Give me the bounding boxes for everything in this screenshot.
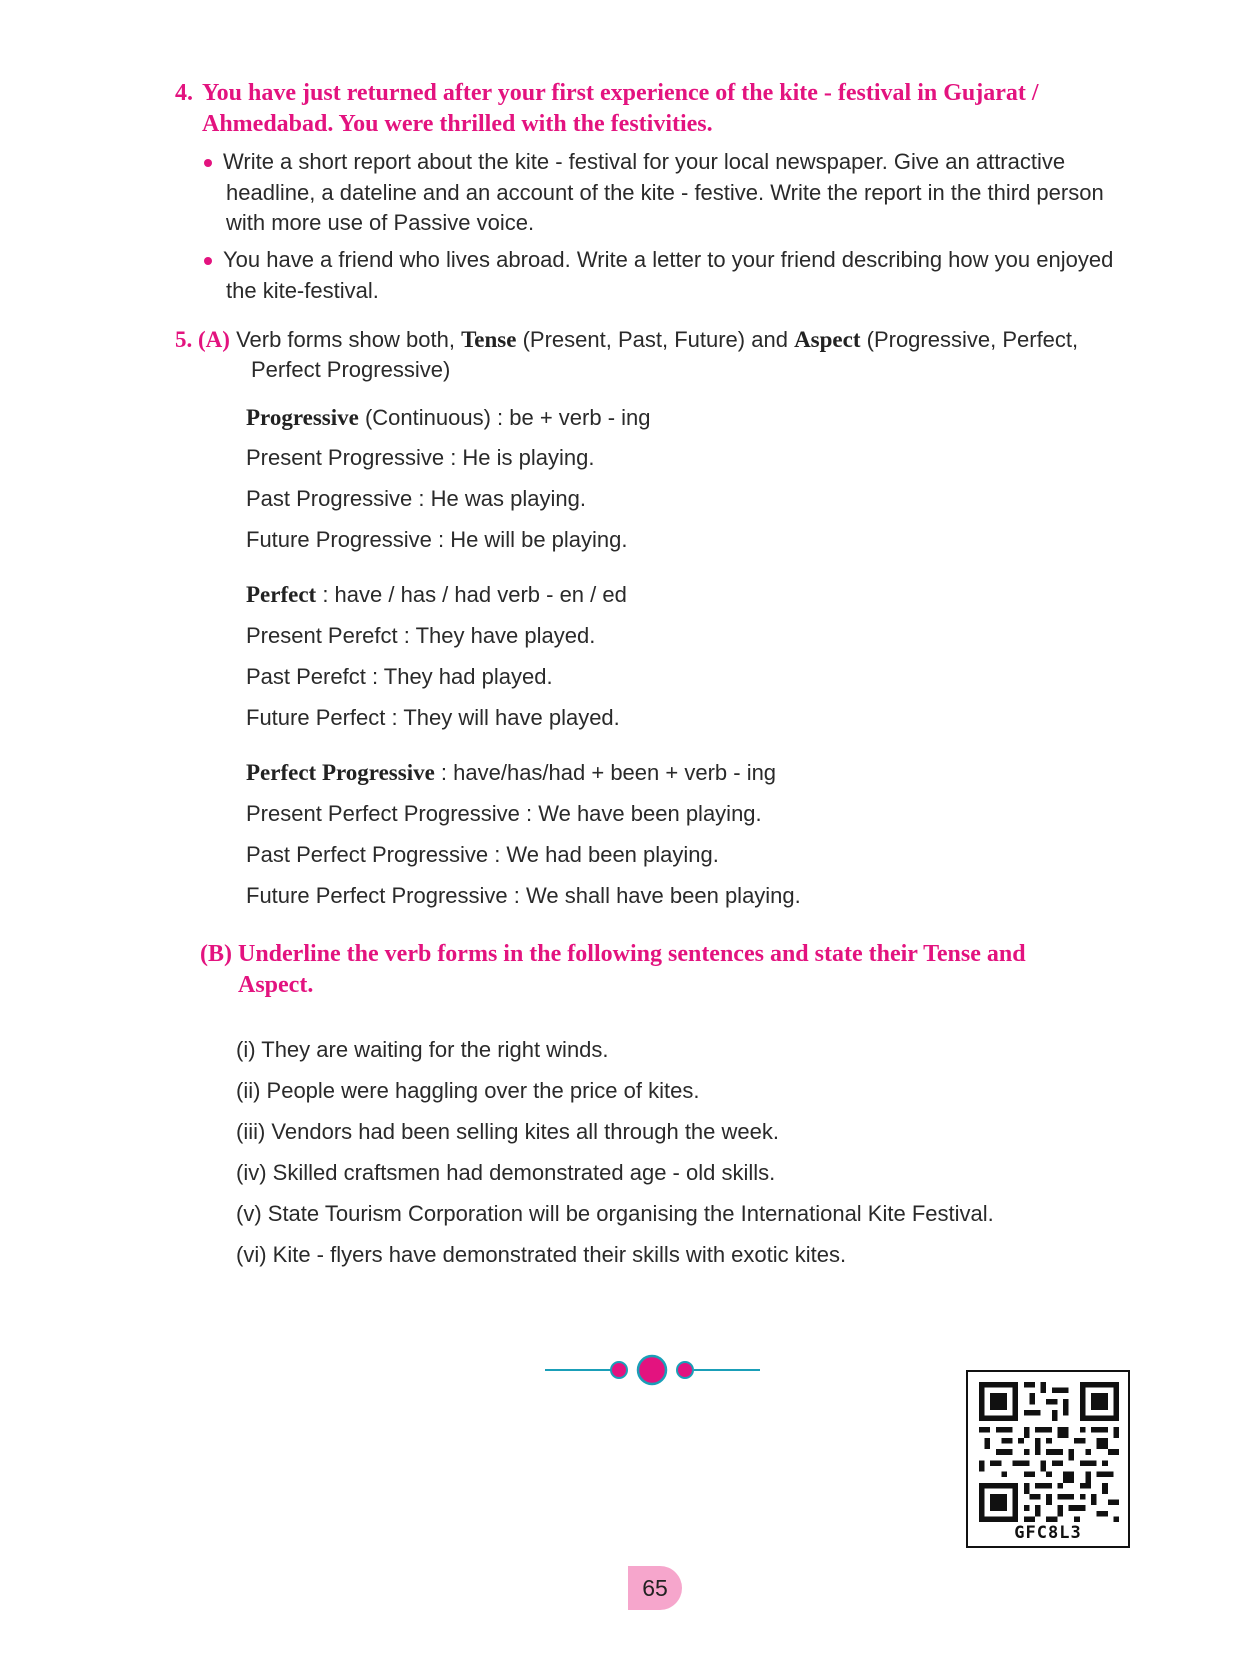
sentence-item: (iii) Vendors had been selling kites all through the week. bbox=[236, 1119, 779, 1144]
bullet-text: You have a friend who lives abroad. Write a letter to your friend describing how you enjoyed the kite-festival. bbox=[223, 247, 1114, 303]
sentence-item: (ii) People were haggling over the price of kites. bbox=[236, 1078, 700, 1103]
question-4-heading bbox=[175, 78, 1135, 140]
example-line: Past Perfect Progressive : We had been playing. bbox=[246, 842, 719, 867]
bullet-icon bbox=[204, 257, 212, 265]
rule-line bbox=[246, 404, 651, 432]
question-5b-heading bbox=[200, 939, 1100, 1001]
rule-text: : have/has/had + been + verb - ing bbox=[440, 760, 777, 785]
rule-text: (Continuous) : be + verb - ing bbox=[364, 405, 651, 430]
rule-line bbox=[246, 759, 776, 787]
bullet-text: Write a short report about the kite - festival for your local newspaper. Give an attractive headline, a dateline and an account of the kite - festive. Write the report in the third person with more use of Passive voice. bbox=[223, 149, 1104, 235]
example-line: Past Perefct : They had played. bbox=[246, 664, 553, 689]
rule-heading: Perfect bbox=[246, 582, 317, 607]
example-line: Future Progressive : He will be playing. bbox=[246, 527, 628, 552]
question-5a-intro bbox=[175, 325, 1135, 385]
intro-text: Verb forms show both, bbox=[236, 327, 455, 352]
sentence-item: (vi) Kite - flyers have demonstrated their skills with exotic kites. bbox=[236, 1242, 847, 1267]
aspect-term: Aspect bbox=[794, 327, 861, 352]
question-number: 4. bbox=[175, 80, 193, 106]
intro-text: (Progressive, Perfect, bbox=[866, 327, 1079, 352]
rule-heading: Perfect Progressive bbox=[246, 760, 435, 785]
tense-term: Tense bbox=[461, 327, 517, 352]
example-line: Present Perfect Progressive : We have been playing. bbox=[246, 801, 762, 826]
page-number: 65 bbox=[628, 1566, 682, 1610]
rule-heading: Progressive bbox=[246, 405, 359, 430]
rule-text: : have / has / had verb - en / ed bbox=[322, 582, 627, 607]
rule-line bbox=[246, 581, 627, 609]
bullet-item bbox=[204, 245, 1134, 306]
question-text: You have just returned after your first experience of the kite - festival in Gujarat / Ahmedabad. You were thrilled with the festivities. bbox=[202, 80, 1039, 137]
sentence-item: (iv) Skilled craftsmen had demonstrated age - old skills. bbox=[236, 1160, 776, 1185]
intro-text: (Present, Past, Future) and bbox=[522, 327, 788, 352]
bullet-item bbox=[204, 147, 1134, 239]
bullet-icon bbox=[204, 159, 212, 167]
qr-code-icon bbox=[979, 1382, 1119, 1522]
sentence-item: (v) State Tourism Corporation will be organising the International Kite Festival. bbox=[236, 1201, 994, 1226]
question-label: 5. (A) bbox=[175, 327, 230, 352]
qr-code-box[interactable] bbox=[966, 1370, 1130, 1548]
example-line: Future Perfect : They will have played. bbox=[246, 705, 620, 730]
example-line: Present Progressive : He is playing. bbox=[246, 445, 595, 470]
question-text-continuation: Aspect. bbox=[238, 972, 314, 998]
example-line: Present Perefct : They have played. bbox=[246, 623, 596, 648]
example-line: Future Perfect Progressive : We shall have been playing. bbox=[246, 883, 801, 908]
question-label: (B) bbox=[200, 941, 232, 967]
sentence-item: (i) They are waiting for the right winds. bbox=[236, 1037, 609, 1062]
qr-code-label: GFC8L3 bbox=[1014, 1523, 1082, 1543]
question-text: Underline the verb forms in the following sentences and state their Tense and bbox=[238, 941, 1026, 967]
divider-ornament bbox=[545, 1350, 760, 1390]
example-line: Past Progressive : He was playing. bbox=[246, 486, 586, 511]
intro-continuation: Perfect Progressive) bbox=[251, 357, 451, 382]
